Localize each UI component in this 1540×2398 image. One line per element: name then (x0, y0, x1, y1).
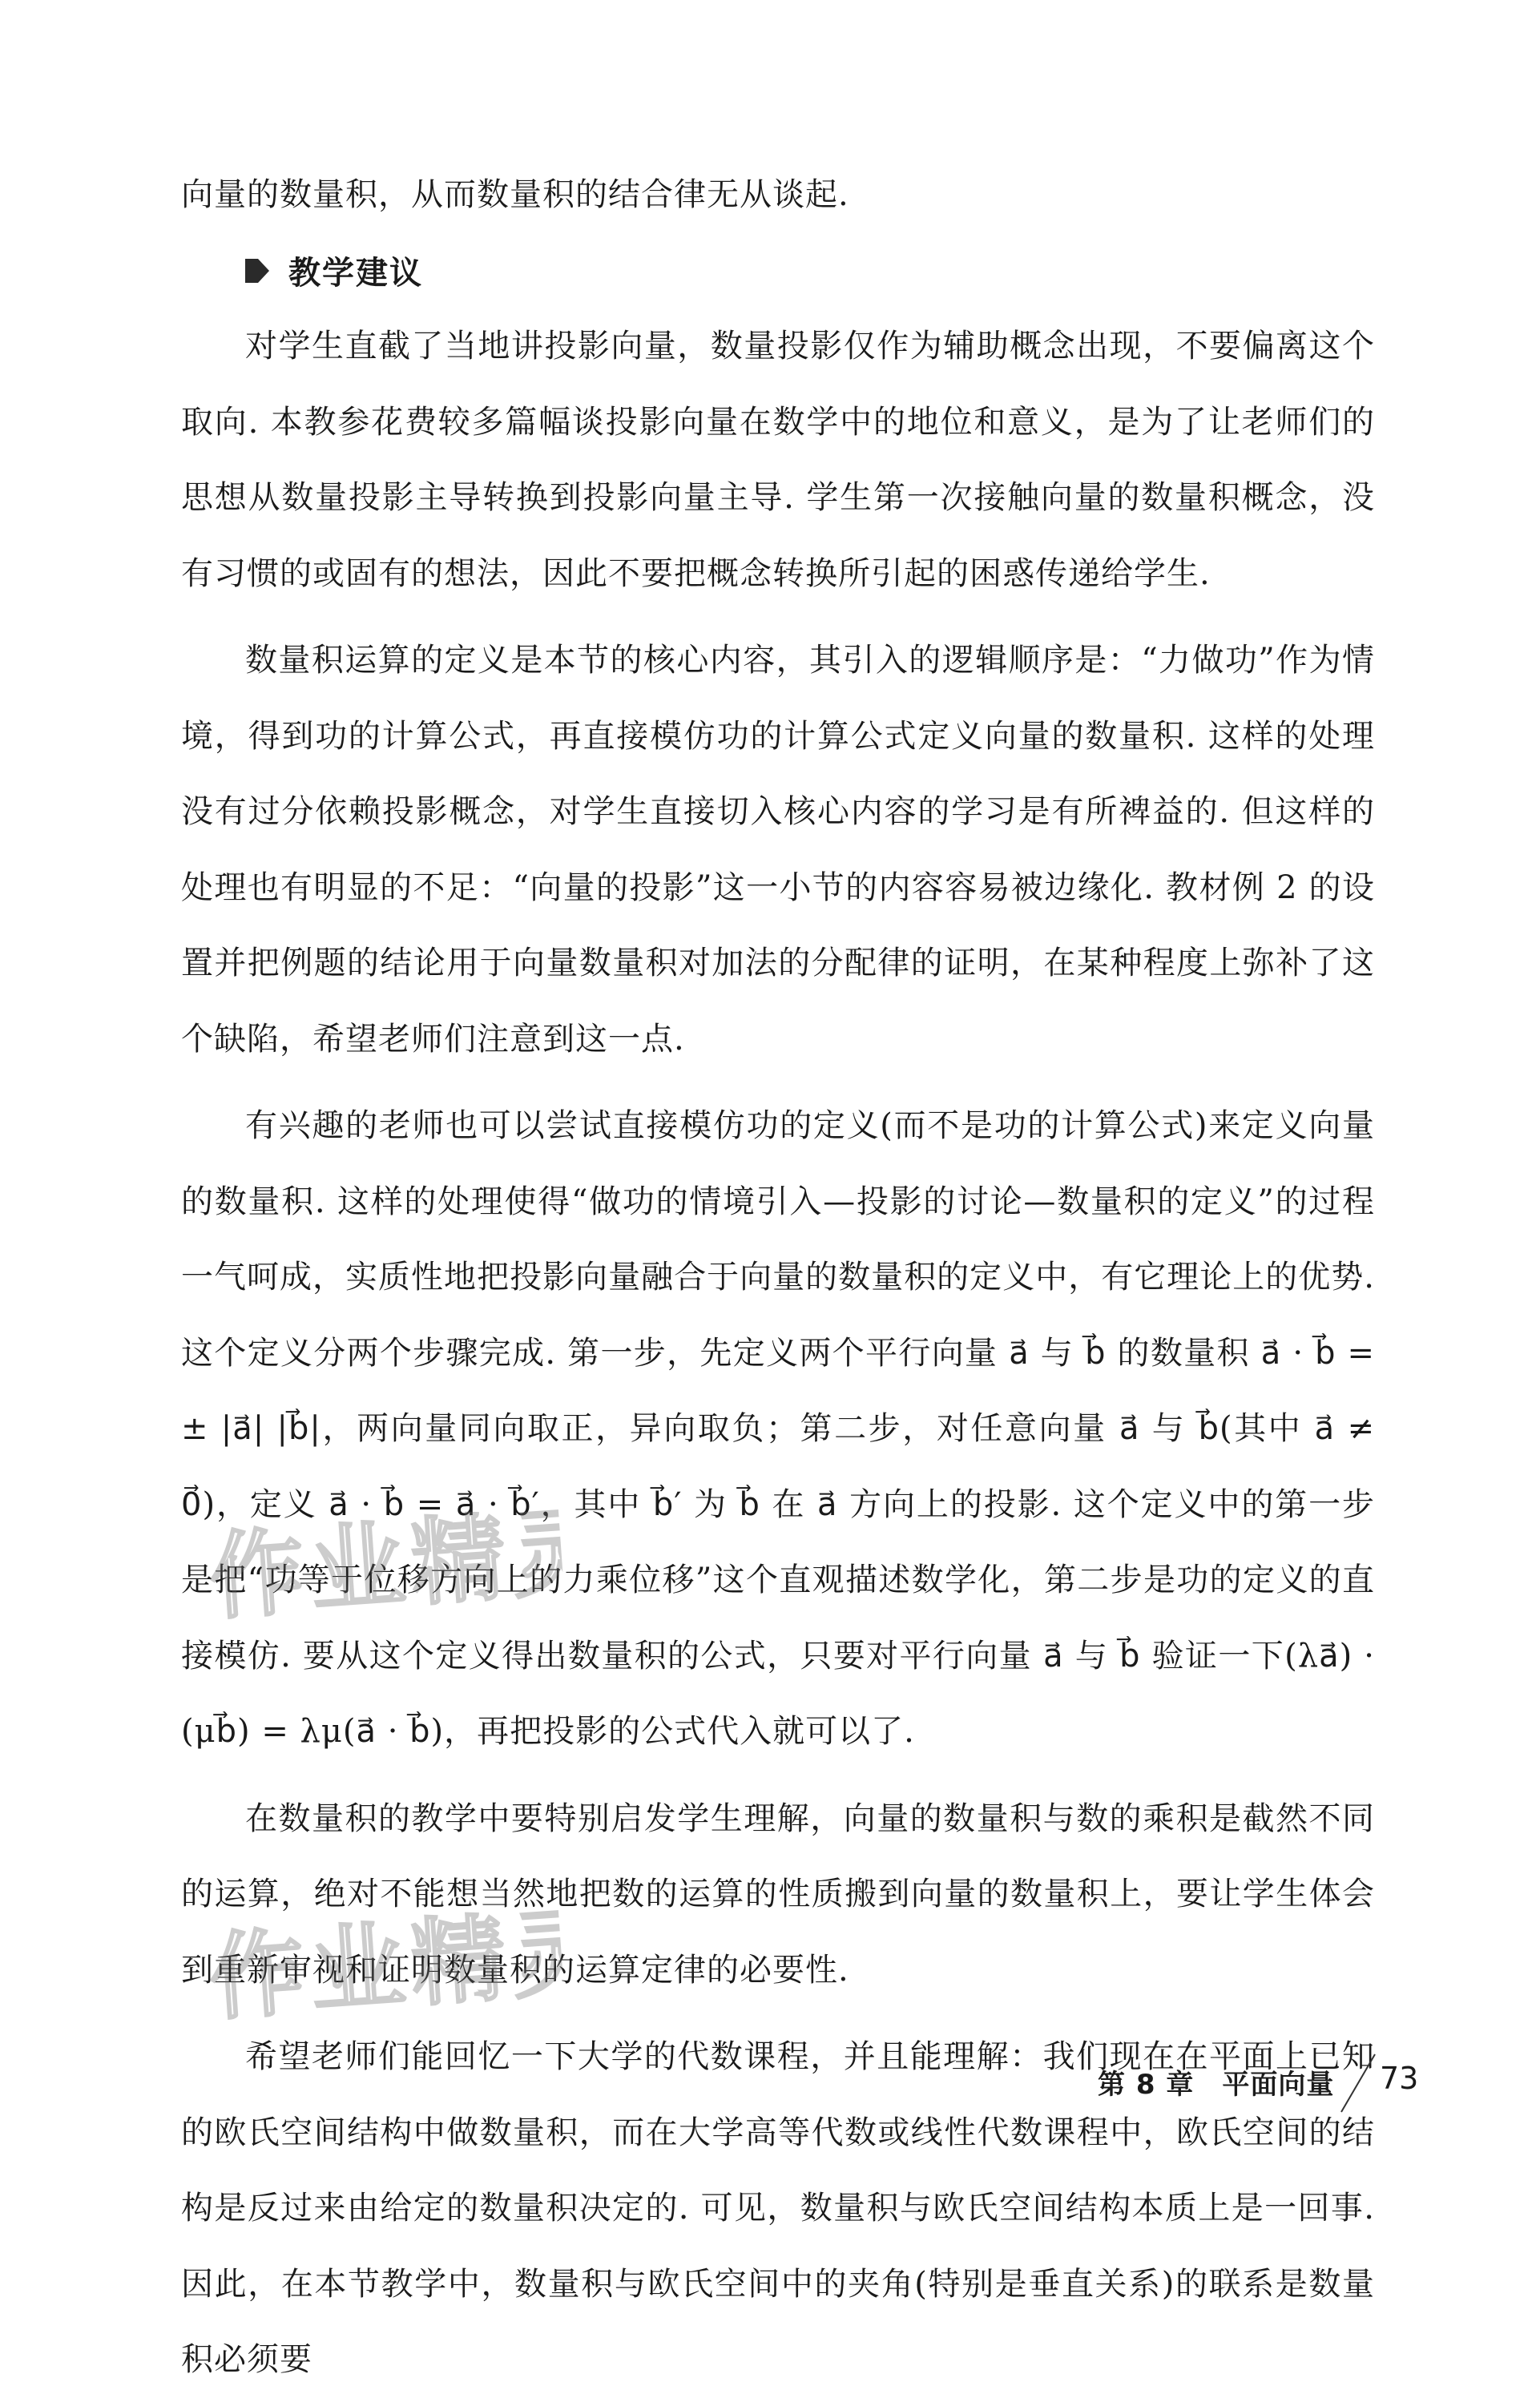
page-number: 73 (1380, 2061, 1419, 2096)
paragraph-continued: 向量的数量积，从而数量积的结合律无从谈起. (181, 176, 849, 213)
paragraph-2: 数量积运算的定义是本节的核心内容，其引入的逻辑顺序是：“力做功”作为情境，得到功的计算公式，再直接模仿功的计算公式定义向量的数量积. 这样的处理没有过分依赖投影概念，对学生直接切入核心内容的学习是有所裨益的. 但这样的处理也有明显的不足：“向量的投影”这一小节的内容容易被边缘化. 教材例 2 的设置并把例题的结论用于向量数量积对加法的分配律的证明，在某种程度上弥补了这个缺陷，希望老师们注意到这一点. (181, 642, 1375, 1058)
svg-text:作业精灵: 作业精灵 (205, 1494, 566, 1631)
paragraph-1: 对学生直截了当地讲投影向量，数量投影仅作为辅助概念出现，不要偏离这个取向. 本教参花费较多篇幅谈投影向量在数学中的地位和意义，是为了让老师们的思想从数量投影主导转换到投影向量主导. 学生第一次接触向量的数量积概念，没有习惯的或固有的想法，因此不要把概念转换所引起的困惑传递给学生. (181, 328, 1375, 592)
chapter-label: 第 8 章 平面向量 (1098, 2069, 1335, 2101)
section-heading (181, 233, 1375, 309)
svg-text:作业精灵: 作业精灵 (205, 1895, 566, 2032)
paragraph-4: 在数量积的教学中要特别启发学生理解，向量的数量积与数的乘积是截然不同的运算，绝对不能想当然地把数的运算的性质搬到向量的数量积上，要让学生体会到重新审视和证明数量积的运算定律的必要性. (181, 1800, 1375, 1989)
section-title: 教学建议 (288, 255, 423, 292)
page-footer (1098, 2051, 1434, 2115)
paragraph-3: 有兴趣的老师也可以尝试直接模仿功的定义(而不是功的计算公式)来定义向量的数量积. 这样的处理使得“做功的情境引入—投影的讨论—数量积的定义”的过程一气呵成，实质性地把投影向量融合于向量的数量积的定义中，有它理论上的优势. 这个定义分两个步骤完成. 第一步，先定义两个平行向量 a⃗ 与 b⃗ 的数量积 a⃗ · b⃗ = ± |a⃗| |b⃗|，两向量同向取正，异向取负；第二步，对任意向量 a⃗ 与 b⃗(其中 a⃗ ≠ 0⃗)，定义 a⃗ · b⃗ = a⃗ · b⃗′，其中 b⃗′ 为 b⃗ 在 a⃗ 方向上的投影. 这个定义中的第一步是把“功等于位移方向上的力乘位移”这个直观描述数学化，第二步是功的定义的直接模仿. 要从这个定义得出数量积的公式，只要对平行向量 a⃗ 与 b⃗ 验证一下(λa⃗) · (μb⃗) = λμ(a⃗ · b⃗)，再把投影的公式代入就可以了. (181, 1107, 1375, 1750)
divider-slash-icon (1338, 2051, 1378, 2115)
paragraph-5: 希望老师们能回忆一下大学的代数课程，并且能理解：我们现在在平面上已知的欧氏空间结构中做数量积，而在大学高等代数或线性代数课程中，欧氏空间的结构是反过来由给定的数量积决定的. 可见，数量积与欧氏空间结构本质上是一回事. 因此，在本节教学中，数量积与欧氏空间中的夹角(特别是垂直关系)的联系是数量积必须要 (181, 2038, 1375, 2378)
arrow-marker-icon (245, 259, 269, 283)
